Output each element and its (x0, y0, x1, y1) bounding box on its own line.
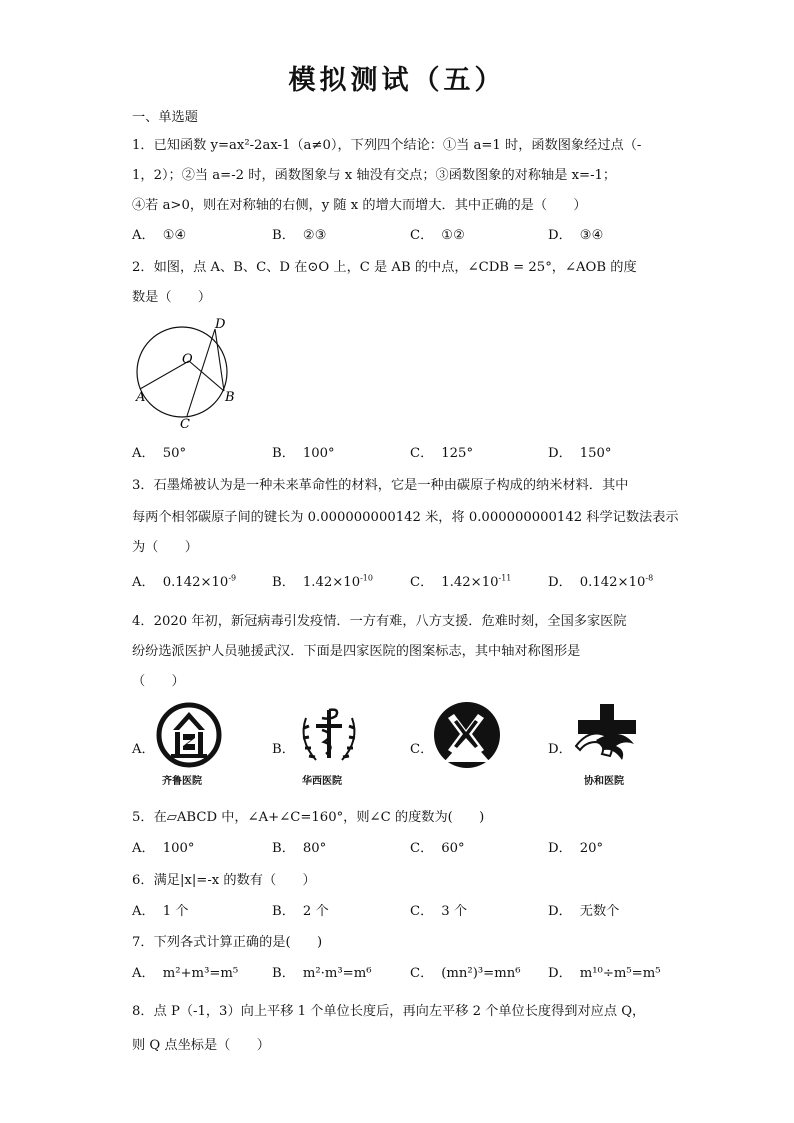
q2-option-d[interactable]: D． 150° (548, 446, 612, 461)
q4-line1: 4．2020 年初，新冠病毒引发疫情．一方有难，八方支援．危难时刻，全国多家医院 (132, 614, 627, 629)
q2-option-b[interactable]: B． 100° (272, 446, 335, 461)
q7-options (132, 962, 692, 982)
circle-figure (132, 315, 252, 430)
q4-option-b[interactable]: B． 华西医院 (272, 700, 412, 792)
qilu-caption: 齐鲁医院 (162, 776, 202, 787)
q7-option-d[interactable]: D． m¹⁰÷m⁵=m⁵ (548, 966, 661, 981)
q1-option-d[interactable]: D． ③④ (548, 228, 604, 243)
q4-option-a[interactable]: A． 齐鲁医院 (132, 700, 272, 792)
q7-option-c[interactable]: C． (mn²)³=mn⁶ (410, 966, 521, 981)
q1-options (132, 224, 692, 244)
page-title: 模拟测试（五） (288, 65, 506, 96)
circle-o (137, 327, 227, 417)
q1-line1: 1．已知函数 y=ax²-2ax-1（a≠0），下列四个结论：①当 a=1 时，函数图象经过点（- (132, 138, 642, 153)
q3-option-b[interactable]: B． $1.42\times 10^{-10}$ (272, 573, 373, 590)
q5-option-a[interactable]: A． 100° (132, 841, 195, 856)
huaxi-hospital-logo (294, 700, 364, 770)
q5-option-c[interactable]: C． 60° (410, 841, 465, 856)
xiehe-caption: 协和医院 (584, 776, 624, 787)
label-b: B (225, 390, 235, 405)
label-o: O (182, 352, 193, 367)
huaxi-caption: 华西医院 (302, 776, 342, 787)
q6-option-c[interactable]: C． 3 个 (410, 904, 468, 919)
q5-option-d[interactable]: D． 20° (548, 841, 604, 856)
q5-option-b[interactable]: B． 80° (272, 841, 327, 856)
q3-line2: 每两个相邻碳原子间的键长为 0.000000000142 米，将 0.000000000142 科学记数法表示 (132, 510, 679, 525)
q3-line1: 3．石墨烯被认为是一种未来革命性的材料，它是一种由碳原子构成的纳米材料．其中 (132, 478, 629, 493)
q5-options (132, 837, 692, 857)
q4-line2: 纷纷选派医护人员驰援武汉．下面是四家医院的图案标志，其中轴对称图形是 (132, 644, 581, 659)
q4-logo-options (132, 700, 692, 792)
q6-options (132, 900, 692, 920)
q6-option-a[interactable]: A． 1 个 (132, 904, 189, 919)
q5-line1: 5．在▱ABCD 中，∠A+∠C=160°，则∠C 的度数为( ) (132, 810, 485, 825)
q7-line1: 7．下列各式计算正确的是( ) (132, 935, 323, 950)
q2-options (132, 442, 692, 462)
segment-ob (189, 361, 224, 391)
q2-line2: 数是（ ） (132, 290, 212, 305)
q3-options (132, 571, 692, 591)
q8-line1: 8．点 P（-1，3）向上平移 1 个单位长度后，再向左平移 2 个单位长度得到对应点 Q， (132, 1004, 646, 1019)
label-a: A (136, 390, 146, 405)
label-c: C (180, 417, 190, 430)
q1-line3: ④若 a>0，则在对称轴的右侧，y 随 x 的增大而增大．其中正确的是（ ） (132, 198, 587, 213)
q1-option-c[interactable]: C． ①② (410, 228, 465, 243)
q3-line3: 为（ ） (132, 540, 198, 555)
q3-option-a[interactable]: A． $0.142\times 10^{-9}$ (132, 573, 237, 590)
q6-option-b[interactable]: B． 2 个 (272, 904, 329, 919)
q8-line2: 则 Q 点坐标是（ ） (132, 1038, 270, 1053)
qilu-hospital-logo (154, 700, 224, 770)
q7-option-b[interactable]: B． m²·m³=m⁶ (272, 966, 372, 981)
q1-line2: 1，2）；②当 a=-2 时，函数图象与 x 轴没有交点；③函数图象的对称轴是 x=-1； (132, 168, 617, 183)
q7-option-a[interactable]: A． m²+m³=m⁵ (132, 966, 239, 981)
q2-option-c[interactable]: C． 125° (410, 446, 474, 461)
q4-option-d[interactable]: D． 协和医院 (548, 700, 688, 792)
q3-option-d[interactable]: D． $0.142\times 10^{-8}$ (548, 573, 654, 590)
q3-option-c[interactable]: C． $1.42\times 10^{-11}$ (410, 573, 512, 590)
q4-option-c[interactable]: C． (410, 700, 550, 792)
xiehe-hospital-logo (570, 700, 650, 770)
q2-line1: 2．如图，点 A、B、C、D 在⊙O 上，C 是 AB 的中点，∠CDB = 25°，∠AOB 的度 (132, 260, 637, 275)
q1-option-a[interactable]: A． ①④ (132, 228, 187, 243)
q4-line3: （ ） (132, 674, 185, 689)
segment-dc (187, 329, 215, 416)
q6-option-d[interactable]: D． 无数个 (548, 904, 620, 919)
q2-option-a[interactable]: A． 50° (132, 446, 187, 461)
q1-option-b[interactable]: B． ②③ (272, 228, 327, 243)
segment-db (215, 329, 224, 391)
cross-circle-logo (432, 700, 502, 770)
label-d: D (215, 317, 226, 332)
section-heading: 一、单选题 (132, 110, 198, 125)
q6-line1: 6．满足|x|=-x 的数有（ ） (132, 873, 316, 888)
